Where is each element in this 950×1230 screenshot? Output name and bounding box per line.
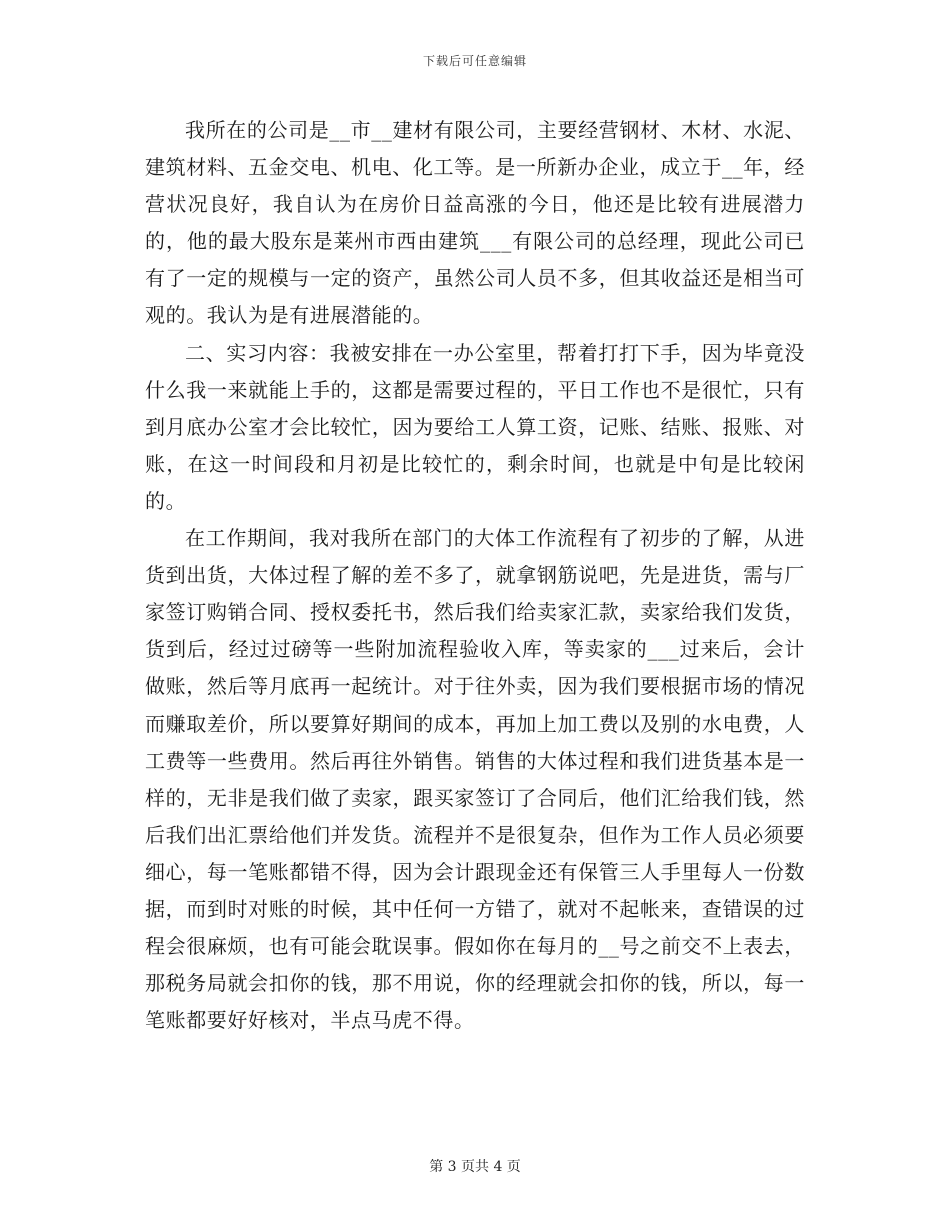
page-header-note: 下载后可任意编辑 bbox=[422, 54, 527, 68]
page-number-footer: 第 3 页共 4 页 bbox=[429, 1159, 521, 1175]
paragraph-work-process: 在工作期间，我对我所在部门的大体工作流程有了初步的了解，从进货到出货，大体过程了解的差不多了，就拿钢筋说吧，先是进货，需与厂家签订购销合同、授权委托书，然后我们给卖家汇款，卖家给我们发货，货到后，经过过磅等一些附加流程验收入库，等卖家的___过来后，会计做账，然后等月底再一起统计。对于往外卖，因为我们要根据市场的情况而赚取差价，所以要算好期间的成本，再加上加工费以及别的水电费，人工费等一些费用。然后再往外销售。销售的大体过程和我们进货基本是一样的，无非是我们做了卖家，跟买家签订了合同后，他们汇给我们钱，然后我们出汇票给他们并发货。流程并不是很复杂，但作为工作人员必须要细心，每一笔账都错不得，因为会计跟现金还有保管三人手里每人一份数据，而到时对账的时候，其中任何一方错了，就对不起帐来，查错误的过程会很麻烦，也有可能会耽误事。假如你在每月的__号之前交不上表去，那税务局就会扣你的钱，那不用说，你的经理就会扣你的钱，所以，每一笔账都要好好核对，半点马虎不得。 bbox=[145, 526, 805, 1033]
paragraph-company-intro: 我所在的公司是__市__建材有限公司，主要经营钢材、木材、水泥、建筑材料、五金交电、机电、化工等。是一所新办企业，成立于__年，经营状况良好，我自认为在房价日益高涨的今日，他还是比较有进展潜力的，他的最大股东是莱州市西由建筑___有限公司的总经理，现此公司已有了一定的规模与一定的资产，虽然公司人员不多，但其收益还是相当可观的。我认为是有进展潜能的。 bbox=[145, 118, 805, 328]
paragraph-internship-content: 二、实习内容：我被安排在一办公室里，帮着打打下手，因为毕竟没什么我一来就能上手的，这都是需要过程的，平日工作也不是很忙，只有到月底办公室才会比较忙，因为要给工人算工资，记账、结账、报账、对账，在这一时间段和月初是比较忙的，剩余时间，也就是中旬是比较闲的。 bbox=[145, 340, 805, 513]
document-body bbox=[145, 112, 805, 1039]
